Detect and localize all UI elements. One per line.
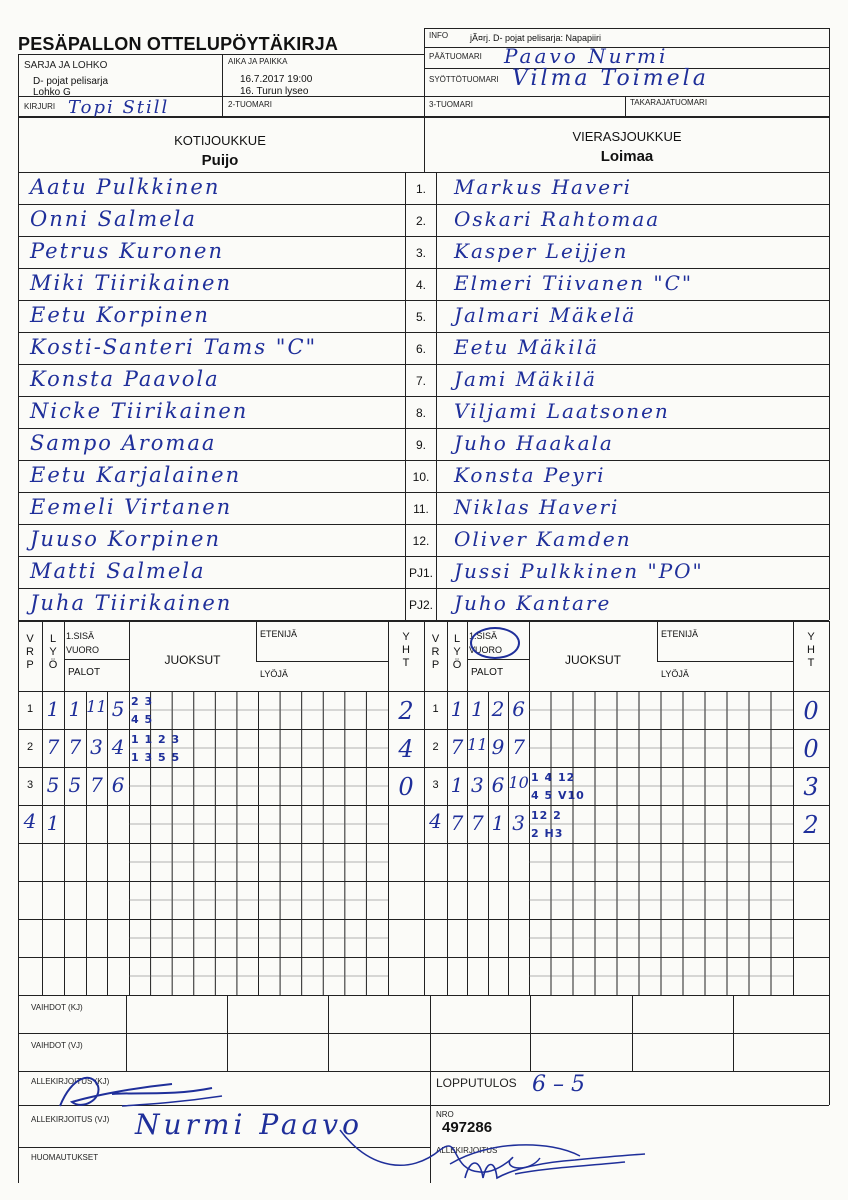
home-first-inning-label-2: VUORO	[66, 645, 100, 655]
away-runs-cells	[529, 691, 793, 729]
player-number: 9.	[415, 438, 426, 452]
home-lead-batter: 7	[46, 735, 60, 759]
roster-row	[18, 364, 829, 396]
home-player-name: Miki Tiirikainen	[30, 271, 232, 295]
home-team-name: Puijo	[201, 152, 239, 169]
away-runs-cells	[529, 729, 793, 767]
home-palot-value: 11	[86, 697, 107, 716]
away-player-name: Oliver Kamden	[454, 527, 632, 551]
home-lyo-header: L Y Ö	[48, 633, 58, 671]
away-runs-entry: 12 2	[531, 809, 562, 822]
series-value: D- pojat pelisarja	[33, 76, 109, 87]
roster-row	[18, 428, 829, 460]
home-palot-value: 4	[111, 735, 125, 759]
home-palot-header: PALOT	[68, 667, 101, 678]
away-player-name: Kasper Leijjen	[454, 239, 629, 263]
home-runs-entry: 1 1 2 3	[131, 733, 181, 746]
away-runs-cells	[529, 805, 793, 843]
roster-row	[18, 588, 829, 620]
nro-label: NRO	[436, 1110, 454, 1119]
away-player-name: Jussi Pulkkinen "PO"	[454, 559, 704, 583]
player-number: 5.	[415, 310, 426, 324]
roster-row	[18, 236, 829, 268]
umpire3-label: 3-TUOMARI	[429, 100, 473, 109]
home-signature	[52, 1066, 232, 1116]
player-number: 4.	[415, 278, 426, 292]
home-inning-number: 2	[26, 741, 34, 753]
referee-name: Paavo Nurmi	[504, 44, 669, 68]
player-number: PJ1.	[408, 566, 433, 580]
away-first-inning-label-2: VUORO	[469, 645, 503, 655]
away-yht-header: Y H T	[807, 631, 815, 669]
subs-home-label: VAIHDOT (KJ)	[31, 1003, 83, 1012]
referee-label: PÄÄTUOMARI	[429, 52, 482, 61]
final-signature	[455, 1148, 655, 1188]
home-runs-entry: 4 5	[131, 713, 154, 726]
roster-row	[18, 300, 829, 332]
away-palot-value: 11	[467, 735, 488, 754]
away-palot-value: 3	[470, 773, 484, 797]
first-inning-circle	[470, 627, 520, 659]
sign-away-value: Nurmi Paavo	[135, 1108, 363, 1141]
away-juoksut-header: JUOKSUT	[564, 653, 621, 667]
away-lyoja-header: LYÖJÄ	[661, 669, 689, 679]
roster-row	[18, 172, 829, 204]
info-label: INFO	[429, 31, 449, 40]
home-palot-value: 6	[111, 773, 125, 797]
home-player-name: Sampo Aromaa	[30, 431, 217, 455]
away-player-name: Oskari Rahtomaa	[454, 207, 661, 231]
away-lead-batter: 7	[450, 735, 464, 759]
player-number: 2.	[415, 214, 426, 228]
page-title: PESÄPALLON OTTELUPÖYTÄKIRJA	[18, 34, 339, 54]
home-juoksut-header: JUOKSUT	[164, 653, 221, 667]
away-palot-value: 6	[512, 697, 526, 721]
home-team-label: KOTIJOUKKUE	[174, 133, 266, 148]
home-player-name: Onni Salmela	[30, 207, 197, 231]
player-number: 8.	[415, 406, 426, 420]
home-palot-value: 5	[111, 697, 125, 721]
away-palot-value: 3	[512, 811, 526, 835]
away-runs-cells	[529, 881, 793, 919]
away-inning-total: 0	[803, 697, 819, 725]
player-number: 10.	[412, 470, 430, 484]
away-inning-total: 0	[803, 735, 819, 763]
home-palot-value: 1	[68, 697, 82, 721]
roster-row	[18, 524, 829, 556]
roster-row	[18, 204, 829, 236]
signature-label: ALLEKIRJOITUS	[436, 1146, 498, 1155]
away-runs-entry: 1 4 12	[531, 771, 576, 784]
scorer-name: Topi Still	[68, 97, 170, 118]
home-player-name: Juuso Korpinen	[30, 527, 222, 551]
away-player-name: Viljami Laatsonen	[454, 399, 670, 423]
home-player-name: Eemeli Virtanen	[30, 495, 233, 519]
away-runs-entry: 2 H3	[531, 827, 564, 840]
home-palot-value: 3	[90, 735, 103, 759]
away-inning-total: 2	[803, 811, 819, 839]
away-etenija-header: ETENIJÄ	[661, 629, 699, 639]
group-value: Lohko G	[33, 87, 71, 98]
nro-value: 497286	[442, 1119, 493, 1136]
home-player-name: Konsta Paavola	[30, 367, 220, 391]
home-vrp-header: V R P	[26, 633, 34, 671]
home-yht-header: Y H T	[402, 631, 410, 669]
roster-row	[18, 268, 829, 300]
away-player-name: Niklas Haveri	[454, 495, 620, 519]
away-player-name: Juho Haakala	[454, 431, 614, 455]
away-runs-entry: 4 5 V10	[531, 789, 585, 802]
away-player-name: Eetu Mäkilä	[454, 335, 599, 359]
home-inning-total: 4	[398, 735, 414, 763]
sign-away-label: ALLEKIRJOITUS (VJ)	[31, 1115, 110, 1124]
pitch-umpire-name: Vilma Toimela	[512, 66, 709, 91]
umpire2-label: 2-TUOMARI	[228, 100, 272, 109]
series-label: SARJA JA LOHKO	[24, 60, 108, 71]
away-palot-value: 2	[491, 697, 505, 721]
sign-home-label: ALLEKIRJOITUS (KJ)	[31, 1077, 110, 1086]
away-inning-number: 4	[429, 809, 442, 833]
home-player-name: Eetu Karjalainen	[30, 463, 242, 487]
home-inning-number: 1	[26, 703, 34, 715]
home-inning-total: 2	[398, 697, 414, 725]
home-player-name: Juha Tiirikainen	[30, 591, 233, 615]
home-runs-cells	[129, 919, 388, 957]
home-runs-cells	[129, 843, 388, 881]
home-player-name: Kosti-Santeri Tams "C"	[30, 335, 318, 359]
player-number: PJ2.	[408, 598, 433, 612]
away-player-name: Elmeri Tiivanen "C"	[454, 271, 694, 295]
home-player-name: Matti Salmela	[30, 559, 206, 583]
info-value: jÃ¤rj. D- pojat pelisarja: Napapiiri	[470, 33, 602, 43]
player-number: 6.	[415, 342, 426, 356]
away-palot-value: 7	[470, 811, 484, 835]
notes-label: HUOMAUTUKSET	[31, 1153, 99, 1162]
player-number: 7.	[415, 374, 426, 388]
home-player-name: Aatu Pulkkinen	[30, 175, 221, 199]
player-number: 1.	[415, 182, 426, 196]
away-palot-value: 1	[470, 697, 484, 721]
away-player-name: Jami Mäkilä	[454, 367, 597, 391]
home-inning-number: 4	[23, 809, 37, 833]
home-runs-cells	[129, 805, 388, 843]
away-inning-total: 3	[803, 773, 819, 801]
away-inning-number: 3	[432, 779, 439, 791]
roster-row	[18, 556, 829, 588]
venue-value: 16. Turun lyseo	[240, 86, 309, 97]
home-palot-value: 5	[68, 773, 82, 797]
away-palot-value: 7	[512, 735, 526, 759]
scorer-label: KIRJURI	[24, 102, 56, 111]
away-team-label: VIERASJOUKKUE	[572, 129, 682, 144]
home-first-inning-label: 1.SISÄ	[66, 631, 95, 641]
away-runs-cells	[529, 919, 793, 957]
away-inning-number: 1	[432, 703, 439, 715]
home-player-name: Nicke Tiirikainen	[30, 399, 249, 423]
away-palot-value: 6	[491, 773, 505, 797]
player-number: 3.	[415, 246, 426, 260]
away-palot-value: 10	[508, 773, 529, 792]
roster-row	[18, 460, 829, 492]
roster-row	[18, 332, 829, 364]
home-player-name: Petrus Kuronen	[30, 239, 224, 263]
away-lyo-header: L Y Ö	[452, 633, 462, 671]
roster-row	[18, 492, 829, 524]
away-palot-value: 9	[491, 735, 505, 759]
home-inning-total: 0	[398, 773, 414, 801]
away-team-name: Loimaa	[600, 148, 654, 165]
home-lead-batter: 1	[46, 697, 60, 721]
result-label: LOPPUTULOS	[436, 1076, 517, 1090]
home-runs-cells	[129, 767, 388, 805]
home-runs-cells	[129, 691, 388, 729]
away-first-inning-label: 1.SISÄ	[469, 631, 498, 641]
away-vrp-header: V R P	[431, 633, 440, 671]
home-runs-entry: 2 3	[131, 695, 154, 708]
date-time-value: 16.7.2017 19:00	[240, 74, 313, 85]
away-player-name: Markus Haveri	[454, 175, 633, 199]
home-inning-number: 3	[26, 779, 34, 791]
home-player-name: Eetu Korpinen	[30, 303, 210, 327]
home-palot-value: 7	[90, 773, 103, 797]
away-palot-value: 1	[491, 811, 505, 835]
home-runs-entry: 1 3 5 5	[131, 751, 181, 764]
home-runs-cells	[129, 957, 388, 995]
player-number: 11.	[413, 502, 429, 516]
time-place-label: AIKA JA PAIKKA	[228, 57, 288, 66]
away-player-name: Juho Kantare	[454, 591, 612, 615]
away-palot-header: PALOT	[471, 667, 504, 678]
away-player-name: Jalmari Mäkelä	[454, 303, 637, 327]
roster-row	[18, 396, 829, 428]
away-player-name: Konsta Peyri	[454, 463, 606, 487]
home-etenija-header: ETENIJÄ	[260, 629, 298, 639]
away-runs-cells	[529, 957, 793, 995]
away-lead-batter: 1	[450, 773, 464, 797]
home-lead-batter: 5	[46, 773, 60, 797]
home-lead-batter: 1	[46, 811, 60, 835]
subs-away-label: VAIHDOT (VJ)	[31, 1041, 83, 1050]
home-lyoja-header: LYÖJÄ	[260, 669, 288, 679]
result-value: 6 – 5	[532, 1072, 585, 1097]
pitch-umpire-label: SYÖTTÖTUOMARI	[429, 75, 499, 84]
away-lead-batter: 7	[450, 811, 464, 835]
player-number: 12.	[412, 534, 430, 548]
away-lead-batter: 1	[450, 697, 464, 721]
away-runs-cells	[529, 843, 793, 881]
home-palot-value: 7	[68, 735, 82, 759]
home-runs-cells	[129, 881, 388, 919]
back-umpire-label: TAKARAJATUOMARI	[630, 98, 708, 107]
away-inning-number: 2	[432, 741, 439, 753]
